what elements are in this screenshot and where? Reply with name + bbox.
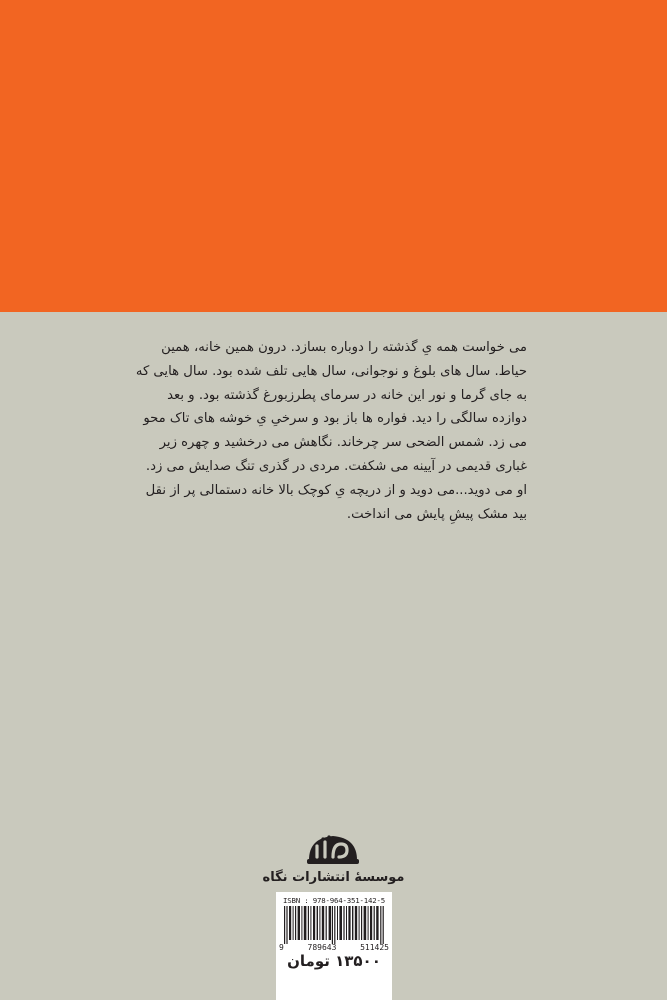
blurb-line: می خواست همه یِ گذشته را دوباره بسازد. درون همین خانه، همین — [161, 340, 527, 355]
negah-publisher-logo-icon — [303, 830, 363, 870]
cover-top-band — [0, 0, 667, 312]
price-label: ۱۳۵۰۰ تومان — [287, 952, 381, 970]
barcode-digits — [279, 943, 389, 952]
blurb-line: بید مشک پیشِ پایش می انداخت. — [346, 506, 527, 522]
blurb-line: به جای گرما و نور این خانه در سرمای پطرزبورغ گذشته بود. و بعد — [167, 387, 527, 403]
back-cover-blurb — [135, 336, 527, 526]
blurb-line: دوازده سالگی را دید. فواره ها باز بود و سرخیِ یِ خوشه های تاک محو — [143, 411, 527, 427]
barcode-digits-right: 511425 — [360, 943, 389, 952]
isbn-text: ISBN : 978-964-351-142-5 — [283, 896, 385, 905]
barcode-digit-first: 9 — [279, 943, 284, 952]
blurb-line: حیاط. سال های بلوغ و نوجوانی، سال هایی تلف شده بود. سال هایی که — [135, 363, 527, 379]
blurb-line: غباری قدیمی در آیینه می شکفت. مردی در گذری تنگ صدایش می زد. — [145, 458, 527, 474]
barcode-bars — [282, 906, 386, 944]
blurb-line: می زد. شمس الضحی سر چرخاند. نگاهش می درخشید و چهره زیر — [159, 435, 527, 451]
barcode-digits-left: 789643 — [307, 943, 337, 952]
publisher-name: موسسۀ انتشارات نگاه — [262, 870, 405, 885]
barcode-label — [276, 892, 392, 1000]
blurb-line: او می دوید...می دوید و از دریچه یِ کوچک بالا خانه دستمالی پر از نقل — [145, 482, 527, 498]
